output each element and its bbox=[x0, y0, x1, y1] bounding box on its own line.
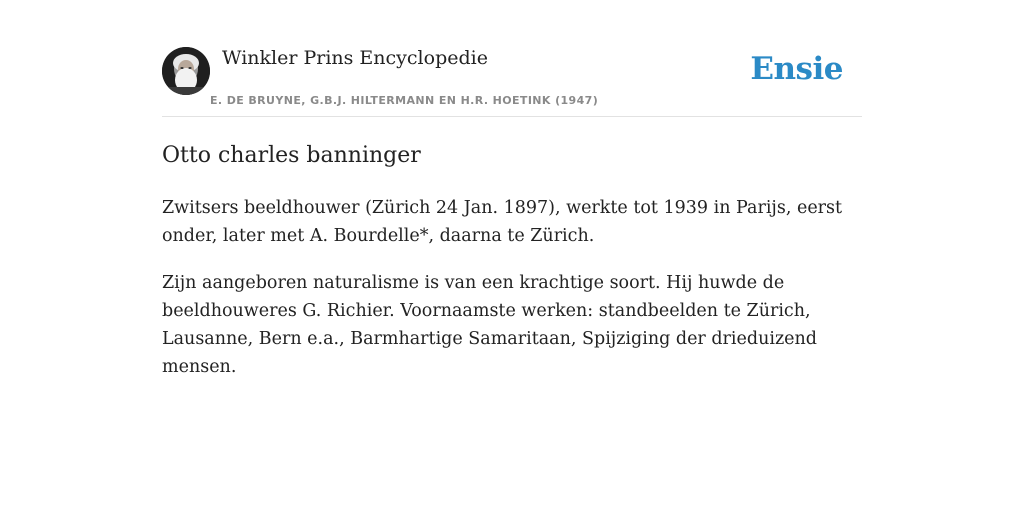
page bbox=[162, 0, 862, 381]
site-title-link[interactable]: Winkler Prins Encyclopedie bbox=[222, 47, 488, 69]
brand-logo[interactable]: Ensie bbox=[750, 51, 843, 87]
article-title: Otto charles banninger bbox=[162, 143, 421, 168]
avatar[interactable] bbox=[162, 47, 210, 95]
authors-line: E. DE BRUYNE, G.B.J. HILTERMANN EN H.R. HOETINK (1947) bbox=[210, 94, 599, 107]
portrait-icon bbox=[162, 47, 210, 95]
article-paragraph: Zijn aangeboren naturalisme is van een krachtige soort. Hij huwde de beeldhouweres G. Richier. Voornaamste werken: standbeelden te Zürich, Lausanne, Bern e.a., Barmhartige Samaritaan, Spijziging der drieduizend mensen. bbox=[162, 273, 817, 377]
article-paragraph: Zwitsers beeldhouwer (Zürich 24 Jan. 1897), werkte tot 1939 in Parijs, eerst onder, later met A. Bourdelle*, daarna te Zürich. bbox=[162, 198, 843, 246]
header bbox=[162, 0, 862, 117]
